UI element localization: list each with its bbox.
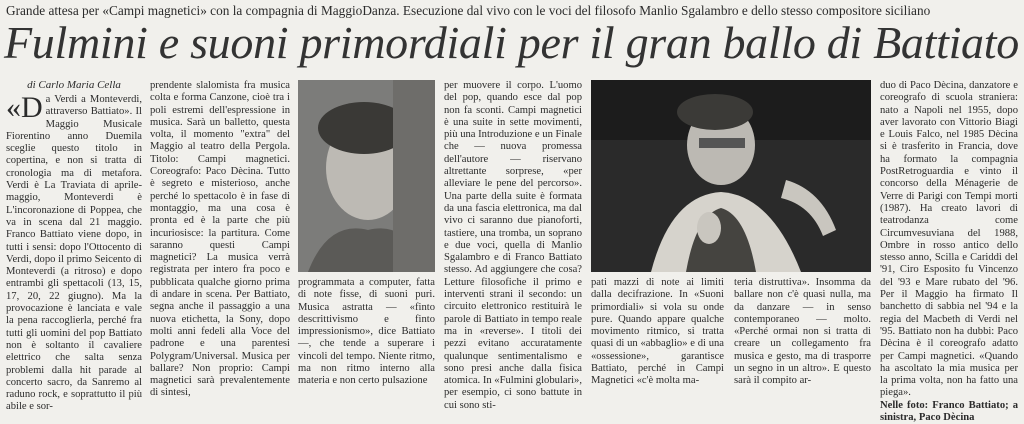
battiato-image — [591, 80, 871, 272]
kicker: Grande attesa per «Campi magnetici» con la compagnia di MaggioDanza. Esecuzione dal vivo con le voci del filosofo Manlio Sgalambro e dello stesso compositore siciliano — [6, 3, 931, 18]
article-column-3-lower — [298, 277, 435, 412]
column-text: programmata a computer, fatta di note fisse, di suoni puri. Musica astratta — «fintо descrittivismo e finto impressionismo», dice Battiato —, che tende a superare i vincoli del tempo. Niente ritmo, ma non ritmo interno alla materia e non certo pulsazione — [298, 277, 435, 387]
article-column-4 — [444, 80, 582, 412]
headline: Fulmini e suoni primordiali per il gran ballo di Battiato — [4, 17, 1019, 68]
article-column-6-lower — [734, 277, 871, 412]
photo-caption: Nelle foto: Franco Battiato; a sinistra, Paco Dècina — [880, 399, 1018, 424]
article-column-1 — [6, 78, 142, 412]
article-column-5-lower — [591, 277, 724, 412]
column-text: «Da Verdi a Monteverdi, attraverso Battiato». Il Maggio Musicale Fiorentino anno Duemila sceglie questo titolo in copertina, e non si tratta di cronologia ma di metafora. Verdi è La Traviata di aprile-maggio, Monteverdi è L'incoronazione di Poppea, che va in scena dal 21 maggio. Franco Battiato viene dopo, in tutti i sensi: dopo l'Ottocento di Verdi, dopo il primo Seicento di Monteverdi (a ritroso) e dopo entrambi gli spettacoli (13, 15, 17, 20, 22 giugno). Ma la provocazione è lanciata e vale la pena raccoglierla, perché fra tutti gli uomini del pop Battiato non è soltanto il cavaliere elettrico che salta senza problemi dalla hit parade al concerto sacro, da Sanremo al raduno rock, e soprattutto il più abile e sor- — [6, 91, 142, 413]
column-text: prendente slalomista fra musica colta e forma Canzone, cioè tra i poli estremi dell'espressione in musica. Sarà un balletto, questa volta, il momento "extra" del Maggio al teatro della Pergola. Titolo: Campi magnetici. Coreografo: Paco Dècina. Tutto è segreto e misterioso, anche perché lo spettacolo è in fase di montaggio, ma una cosa è pronta ed è la parte che più incuriosisce: la partitura. Come saranno questi Campi magnetici? La musica verrà registrata per intero fra poco e pubblicata qualche giorno prima di andare in scena. Per Battiato, segna anche il passaggio a una nuova etichetta, la Sony, dopo molti anni fedeli alla Voce del padrone e una parentesi Polygram/Universal. Musica per ballare? Non proprio: Campi magnetici sarà prevalentemente di sintesi, — [150, 80, 290, 399]
dropcap: «D — [6, 91, 43, 124]
column-text: pati mazzi di note ai limiti dalla decifrazione. In «Suoni primordiali» si vola su onde pure. Quando appare qualche movimento ritmico, si tratta quasi di un «abbaglio» e di una «ossessione», garantisce Battiato, perché in Campi Magnetici «c'è molta ma- — [591, 277, 724, 387]
byline: di Carlo Maria Cella — [27, 79, 121, 91]
column-text: teria distruttiva». Insomma da ballare non c'è quasi nulla, ma da danzare — in senso contemporaneo — molto. «Perché ormai non si tratta di creare un collegamento fra musica e gesto, ma di trasporre un segno in un altro». E questo sarà il compito ar- — [734, 277, 871, 387]
column-text: per muovere il corpo. L'uomo del pop, quando esce dal pop non fa sconti. Campi magnetici è una suite in sette movimenti, più una Introduzione e un Finale che — nuova promessa dell'autore — riservano altrettante sorprese, «per alleviare le pene del percorso». Una parte della suite è formata da una fascia elettronica, ma dal vivo ci saranno due pianoforti, tastiere, una tromba, un soprano e due voci, quella di Manlio Sgalambro e di Franco Battiato stesso. Ad aggiungere che cosa? Letture filosofiche il primo e interventi strani il secondo: un circuito elettronico restituirà le parole di Battiato in tempo reale ma in «reverse». I titoli dei pezzi evitano accuratamente qualunque sentimentalismo e sono presi anche dalla fisica atomica. In «Fulmini globulari», per esempio, ci sono battute in cui sono sti- — [444, 80, 582, 411]
column-text: duo di Paco Dècina, danzatore e coreografo di scuola straniera: nato a Napoli nel 1955, dopo aver lavorato con Vittorio Biagi e Louis Falco, nel 1985 Dècina si è trasferito in Francia, dove ha formato la compagnia PostRetroguardia e vinto il concorso della Ménagerie de Verre di Parigi con Tempi morti (1987). Ha creato lavori di teatrodanza come Circumvesuviana del 1988, Ombre in rosso antico dello stesso anno, Scilla e Cariddi del '91, Ciro Esposito fu Vincenzo del '93 e Mare rubato del '96. Per il Maggio ha firmato Il banchetto di sabbia nel '94 e la regia del Macbeth di Verdi nel '95. Battiato non ha dubbi: Paco Dècina è il coreografo adatto per Campi magnetici. «Quando ha ascoltato la mia musica per la prima volta, non ha fatto una piega». — [880, 80, 1018, 399]
article-column-2 — [150, 80, 290, 412]
portrait-image — [298, 80, 435, 272]
article-column-7 — [880, 80, 1018, 424]
photo-franco-battiato — [591, 80, 871, 272]
photo-paco-decina — [298, 80, 435, 272]
